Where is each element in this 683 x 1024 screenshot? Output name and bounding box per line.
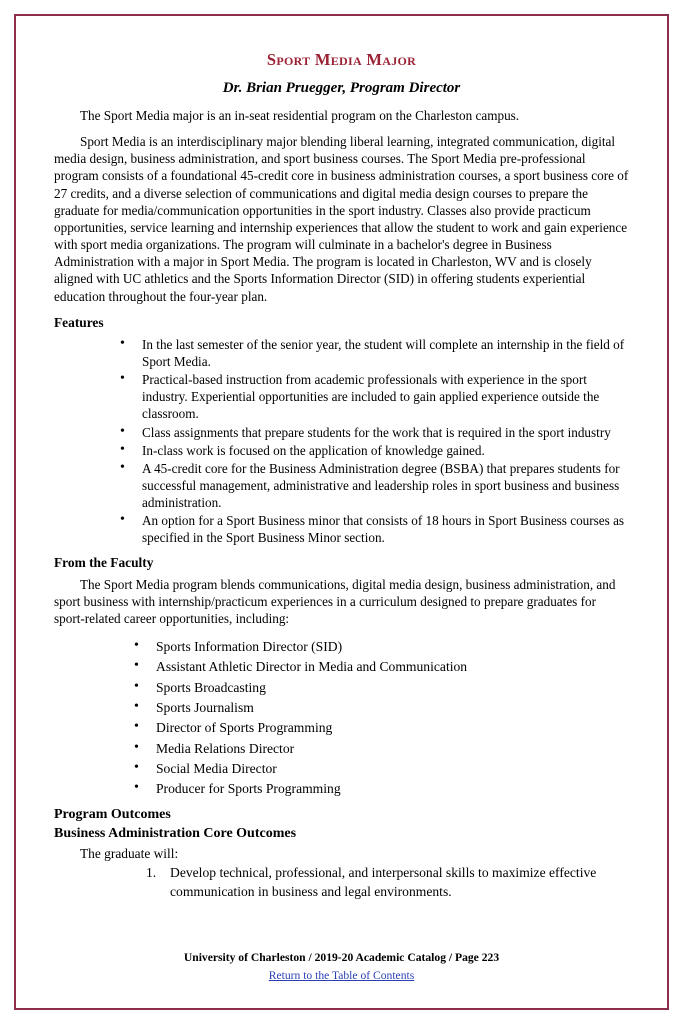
features-list [54, 336, 629, 547]
program-outcomes-heading: Program Outcomes [54, 807, 171, 823]
list-item: • A 45-credit core for the Business Administration degree (BSBA) that prepares students for successful management, administrative and leadership roles in sport business and business administration. [120, 460, 629, 511]
overview-paragraph: Sport Media is an interdisciplinary major blending liberal learning, integrated communication, digital media design, business administration, and sport business courses. The Sport Media pre-professional program consists of a foundational 45-credit core in business administration courses, a sport business core of 27 credits, and a diverse selection of communications and digital media design courses to prepare the graduate for media/communication opportunities in the sport industry. Classes also provide practicum opportunities, service learning and internship experiences that allow the student to work and gain experience with sport media organizations. The program will culminate in a bachelor's degree in Business Administration with a major in Sport Media. The program is located in Charleston, WV and is closely aligned with UC athletics and the Sports Information Director (SID) in offering students experiential education throughout the four-year plan. [54, 134, 629, 304]
list-item: • Director of Sports Programming [134, 718, 629, 737]
list-item: • In-class work is focused on the application of knowledge gained. [120, 442, 629, 459]
business-core-outcomes-heading: Business Administration Core Outcomes [54, 826, 297, 842]
list-item: • Class assignments that prepare students for the work that is required in the sport industry [120, 424, 629, 441]
page-content [18, 18, 665, 1006]
list-item: • Social Media Director [134, 759, 629, 778]
list-item: • Practical-based instruction from academic professionals with experience in the sport industry. Experiential opportunities are included to gain applied experience outside the classroom. [120, 371, 629, 422]
outcomes-list [54, 864, 629, 901]
list-item: • Sports Journalism [134, 698, 629, 717]
list-item: • Media Relations Director [134, 739, 629, 758]
features-heading: Features [54, 314, 104, 330]
list-item: • Assistant Athletic Director in Media and Communication [134, 657, 629, 676]
graduate-will-line: The graduate will: [80, 846, 179, 862]
page-footer [18, 951, 665, 984]
list-item: • An option for a Sport Business minor that consists of 18 hours in Sport Business courses as specified in the Sport Business Minor section. [120, 512, 629, 546]
list-item: • Sports Broadcasting [134, 678, 629, 697]
career-opportunities-list [54, 637, 629, 798]
program-director-subtitle: Dr. Brian Pruegger, Program Director [222, 80, 461, 96]
page-title: Sport Media Major [266, 50, 417, 69]
list-item: • In the last semester of the senior year, the student will complete an internship in the field of Sport Media. [120, 336, 629, 370]
list-item: • Producer for Sports Programming [134, 779, 629, 798]
footer-citation: University of Charleston / 2019-20 Academic Catalog / Page 223 [183, 951, 500, 964]
from-the-faculty-heading: From the Faculty [54, 554, 154, 570]
list-item: Develop technical, professional, and interpersonal skills to maximize effective communication in business and legal environments. [170, 865, 597, 899]
intro-paragraph: The Sport Media major is an in-seat residential program on the Charleston campus. [80, 108, 520, 123]
return-to-table-of-contents-link[interactable]: Return to the Table of Contents [268, 969, 415, 982]
list-item: • Sports Information Director (SID) [134, 637, 629, 656]
faculty-paragraph: The Sport Media program blends communications, digital media design, business administration, and sport business with internship/practicum experiences in a curriculum designed to prepare graduates for sport-related career opportunities, including: [54, 576, 616, 626]
